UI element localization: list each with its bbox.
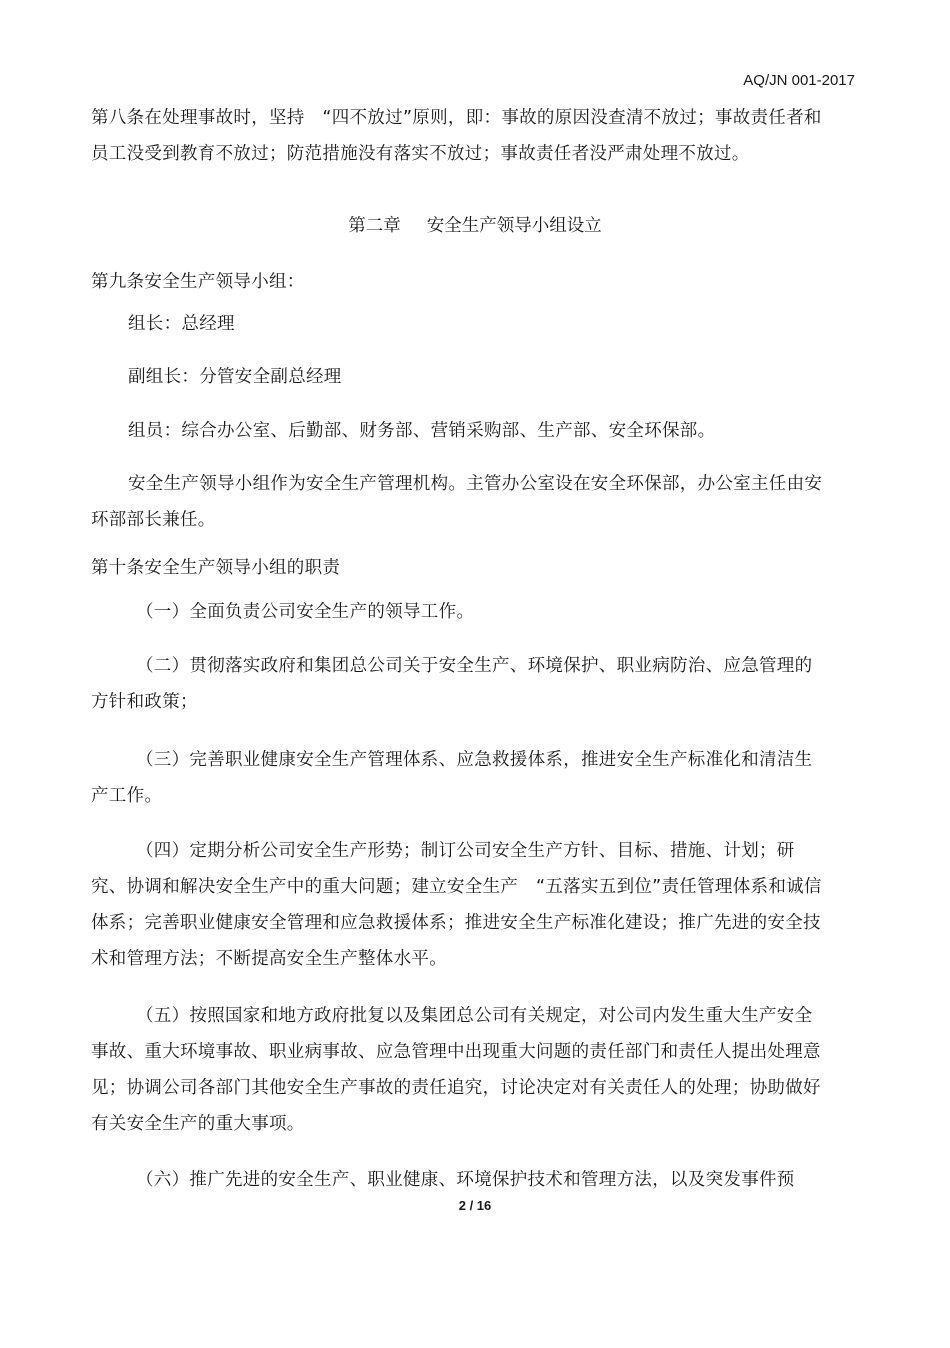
article-8-paragraph: 第八条在处理事故时，坚持 “四不放过”原则，即：事故的原因没查清不放过；事故责任者和员工没受到教育不放过；防范措施没有落实不放过；事故责任者没严肃处理不放过。 bbox=[91, 108, 822, 164]
duty-item-3: （三）完善职业健康安全生产管理体系、应急救援体系，推进安全生产标准化和清洁生产工作。 bbox=[91, 750, 813, 806]
chapter-title: 安全生产领导小组设立 bbox=[426, 216, 602, 236]
office-paragraph: 安全生产领导小组作为安全生产管理机构。主管办公室设在安全环保部，办公室主任由安环部部长兼任。 bbox=[91, 474, 823, 530]
chapter-number: 第二章 bbox=[348, 216, 401, 236]
duty-item-6: （六）推广先进的安全生产、职业健康、环境保护技术和管理方法，以及突发事件预 bbox=[136, 1170, 795, 1190]
document-code: AQ/JN 001-2017 bbox=[743, 72, 855, 89]
duty-item-5: （五）按照国家和地方政府批复以及集团总公司有关规定，对公司内发生重大生产安全事故、重大环境事故、职业病事故、应急管理中出现重大问题的责任部门和责任人提出处理意见；协调公司各部门其他安全生产事故的责任追究，讨论决定对有关责任人的处理；协助做好有关安全生产的重大事项。 bbox=[91, 1006, 821, 1134]
duty-item-4: （四）定期分析公司安全生产形势；制订公司安全生产方针、目标、措施、计划；研究、协调和解决安全生产中的重大问题；建立安全生产 “五落实五到位”责任管理体系和诚信体系；完善职业健康安全管理和应急救援体系；推进安全生产标准化建设；推广先进的安全技术和管理方法；不断提高安全生产整体水平。 bbox=[91, 841, 822, 969]
chapter-heading bbox=[0, 212, 950, 237]
article-9-heading: 第九条安全生产领导小组： bbox=[91, 272, 305, 292]
page-number: 2 / 16 bbox=[458, 1198, 492, 1213]
duty-item-2: （二）贯彻落实政府和集团总公司关于安全生产、环境保护、职业病防治、应急管理的方针和政策； bbox=[91, 656, 813, 712]
deputy-leader-line: 副组长：分管安全副总经理 bbox=[128, 367, 342, 387]
duty-item-1: （一）全面负责公司安全生产的领导工作。 bbox=[136, 602, 475, 622]
members-line: 组员：综合办公室、后勤部、财务部、营销采购部、生产部、安全环保部。 bbox=[128, 421, 716, 441]
article-10-heading: 第十条安全生产领导小组的职责 bbox=[91, 558, 341, 578]
group-leader-line: 组长：总经理 bbox=[128, 314, 235, 334]
